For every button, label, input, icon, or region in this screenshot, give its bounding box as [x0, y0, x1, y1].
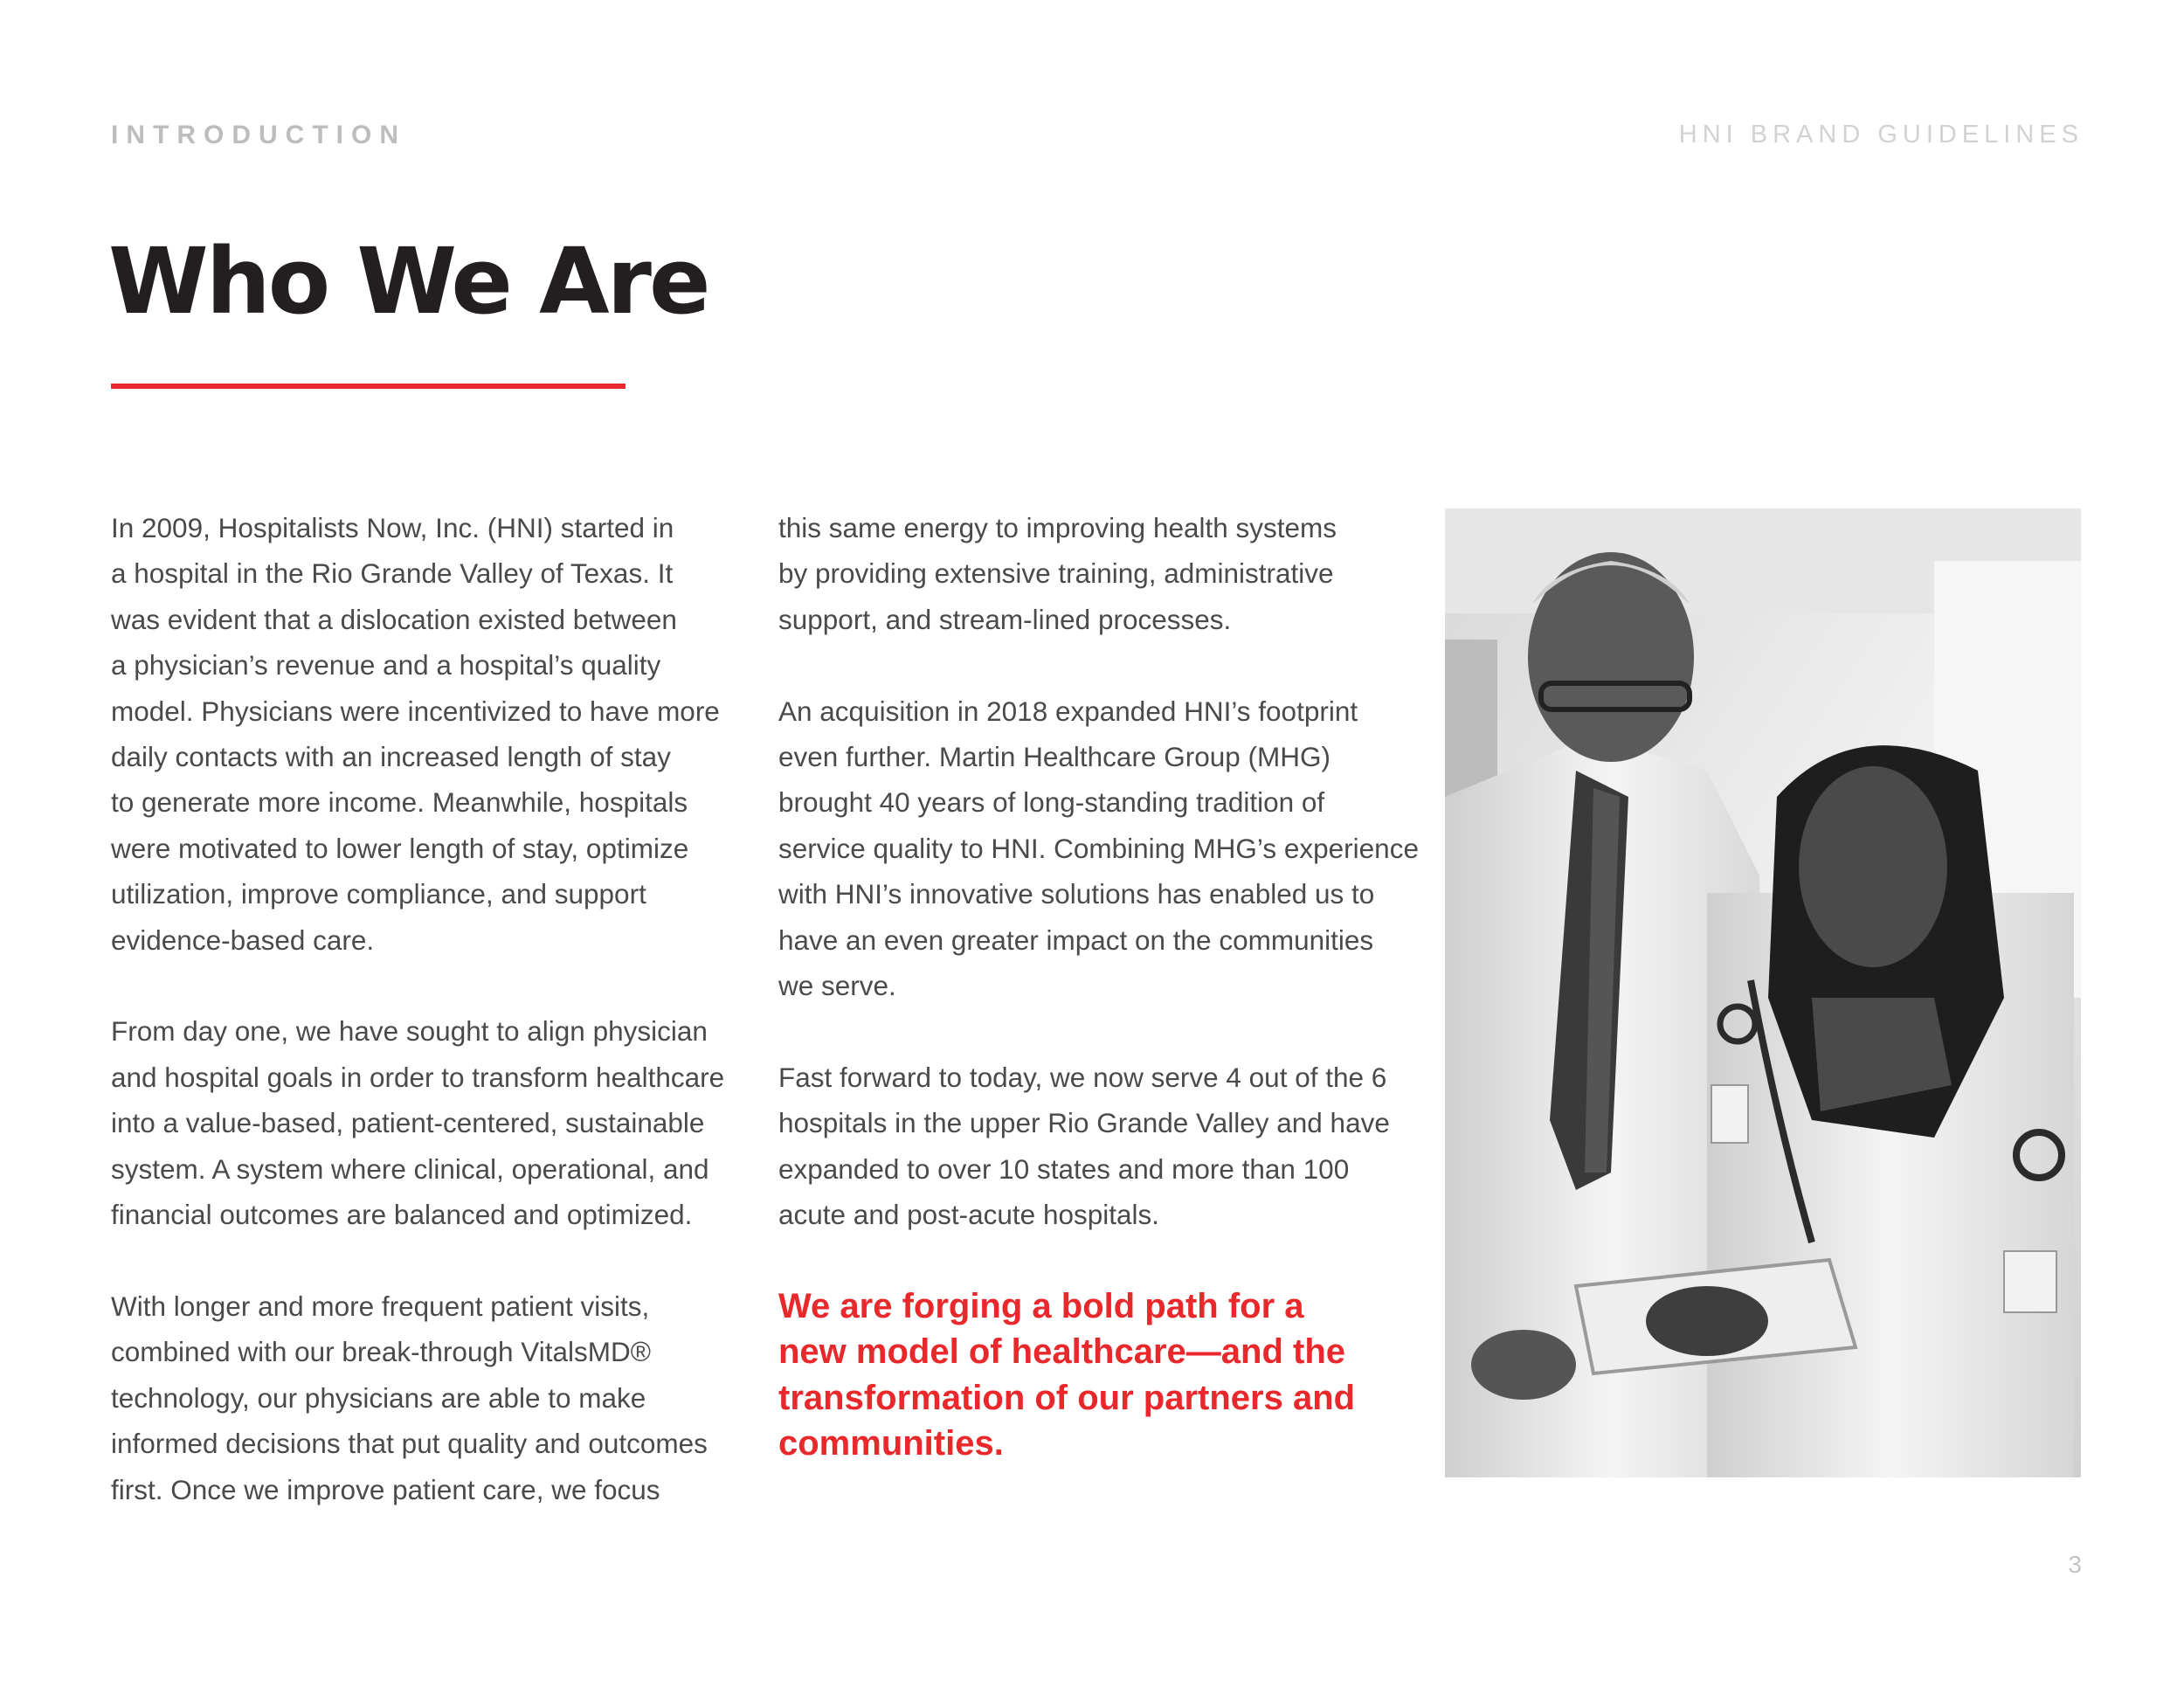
paragraph-acquisition: An acquisition in 2018 expanded HNI’s footprint even further. Martin Healthcare Group (MHG) brought 40 years of long-standing tradition of service quality to HNI. Combining MHG’s experience with HNI’s innovative solutions has enabled us to have an even greater impact on the communities we serve.: [778, 695, 1419, 1002]
paragraph-continuation: this same energy to improving health systems by providing extensive training, administrative support, and stream-lined processes.: [778, 512, 1337, 635]
paragraph-history: In 2009, Hospitalists Now, Inc. (HNI) started in a hospital in the Rio Grande Valley of Texas. It was evident that a dislocation existed between a physician’s revenue and a hospital’s quality model. Physicians were incentivized to have more daily contacts with an increased length of stay to generate more income. Meanwhile, hospitals were motivated to lower length of stay, optimize utilization, improve compliance, and support evidence-based care.: [111, 512, 720, 956]
doctors-photo: [1445, 508, 2081, 1477]
paragraph-technology: With longer and more frequent patient visits, combined with our break-through VitalsMD® technology, our physicians are able to make informed decisions that put quality and outcomes first. Once we improve patient care, we focus: [111, 1290, 708, 1505]
title-underline: [111, 384, 625, 389]
column-left: [111, 505, 775, 1512]
page-title: Who We Are: [108, 228, 708, 335]
column-middle: [778, 505, 1442, 1512]
paragraph-mission: From day one, we have sought to align physician and hospital goals in order to transform healthcare into a value-based, patient-centered, sustainable system. A system where clinical, operational, and financial outcomes are balanced and optimized.: [111, 1015, 725, 1231]
section-label: INTRODUCTION: [111, 121, 406, 149]
paragraph-today: Fast forward to today, we now serve 4 out of the 6 hospitals in the upper Rio Grande Valley and have expanded to over 10 states and more than 100 acute and post-acute hospitals.: [778, 1061, 1390, 1231]
tagline: We are forging a bold path for a new model of healthcare—and the transformation of our partners and communities.: [778, 1286, 1356, 1463]
document-title: HNI BRAND GUIDELINES: [1678, 121, 2084, 149]
page-number: 3: [2068, 1551, 2082, 1578]
